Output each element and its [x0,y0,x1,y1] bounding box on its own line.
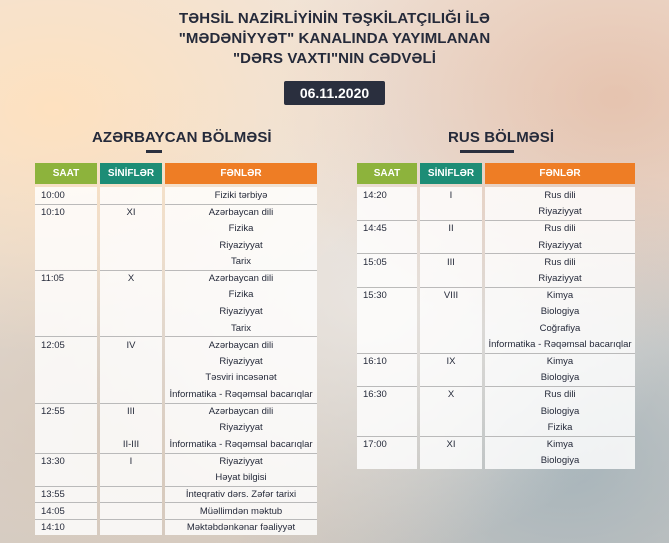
grade-cell: X [420,386,482,403]
table-row [357,436,635,453]
russian-section-title [448,129,554,146]
time-cell [35,370,97,387]
grade-cell [100,220,162,237]
time-cell: 12:05 [35,336,97,353]
table-row [35,336,317,353]
table-row [357,403,635,420]
table-row [357,253,635,270]
subject-cell: Tarix [165,253,317,270]
grade-cell: VIII [420,287,482,304]
table-row [35,353,317,370]
subject-cell: Təsviri incəsənət [165,370,317,387]
grade-cell [100,519,162,536]
time-cell: 15:30 [357,287,417,304]
time-cell: 17:00 [357,436,417,453]
subject-cell: İnformatika - Rəqəmsal bacarıqlar [485,336,635,353]
table-row [35,220,317,237]
time-cell: 10:10 [35,204,97,221]
grade-cell [100,303,162,320]
grade-cell: III [420,253,482,270]
grade-cell: X [100,270,162,287]
grade-cell [100,287,162,304]
grade-cell [100,237,162,254]
subject-cell: Riyaziyyat [165,303,317,320]
grade-cell [100,386,162,403]
grade-cell: II-III [100,436,162,453]
grade-cell [100,320,162,337]
subject-cell: Müəllimdən məktub [165,502,317,519]
grade-cell: XI [420,436,482,453]
time-cell [357,453,417,470]
az-header-grade: SİNİFLƏR [100,163,162,187]
time-cell [35,287,97,304]
grade-cell [420,237,482,254]
subject-cell: Biologiya [485,453,635,470]
az-header-subjects: FƏNLƏR [165,163,317,187]
azerbaijani-schedule-table [32,163,320,535]
time-cell [35,253,97,270]
time-cell [357,204,417,221]
table-row [357,353,635,370]
subject-cell: Rus dili [485,187,635,204]
table-row [35,519,317,536]
subject-cell: Riyaziyyat [165,353,317,370]
grade-cell [420,204,482,221]
grade-cell [420,403,482,420]
subject-cell: Həyat bilgisi [165,469,317,486]
table-row [357,386,635,403]
russian-schedule-table [354,163,638,469]
table-row [357,336,635,353]
table-row [35,486,317,503]
time-cell: 14:20 [357,187,417,204]
table-row [35,204,317,221]
grade-cell: III [100,403,162,420]
grade-cell [100,370,162,387]
time-cell [35,419,97,436]
time-cell [357,419,417,436]
title-line-3: "DƏRS VAXTI"NIN CƏDVƏLİ [232,50,437,67]
time-cell [35,386,97,403]
time-cell [357,270,417,287]
grade-cell [100,187,162,204]
subject-cell: Fizika [485,419,635,436]
time-cell: 16:30 [357,386,417,403]
subject-cell: İnformatika - Rəqəmsal bacarıqlar [165,436,317,453]
subject-cell: Kimya [485,287,635,304]
grade-cell [100,502,162,519]
subject-cell: Coğrafiya [485,320,635,337]
az-header-time: SAAT [35,163,97,187]
subject-cell: Biologiya [485,370,635,387]
subject-cell: Rus dili [485,386,635,403]
table-row [357,237,635,254]
subject-cell: Riyaziyyat [485,270,635,287]
subject-cell: Azərbaycan dili [165,270,317,287]
subject-cell: Məktəbdənkənar fəaliyyət [165,519,317,536]
table-row [35,303,317,320]
table-row [35,453,317,470]
time-cell: 12:55 [35,403,97,420]
grade-cell: I [420,187,482,204]
azerbaijani-title-underline [146,150,162,153]
grade-cell: IV [100,336,162,353]
subject-cell: Riyaziyyat [165,419,317,436]
grade-cell [100,419,162,436]
time-cell: 14:10 [35,519,97,536]
grade-cell: II [420,220,482,237]
subject-cell: Fizika [165,220,317,237]
grade-cell [100,469,162,486]
title-line-1: TƏHSİL NAZİRLİYİNİN TƏŞKİLATÇILIĞI İLƏ [179,10,490,27]
subject-cell: Riyaziyyat [165,237,317,254]
time-cell: 14:05 [35,502,97,519]
table-row [35,370,317,387]
subject-cell: İnformatika - Rəqəmsal bacarıqlar [165,386,317,403]
table-row [35,270,317,287]
table-row [35,436,317,453]
table-row [35,287,317,304]
grade-cell [100,253,162,270]
subject-cell: Tarix [165,320,317,337]
time-cell: 15:05 [357,253,417,270]
subject-cell: Riyaziyyat [485,204,635,221]
time-cell: 10:00 [35,187,97,204]
azerbaijani-rows [35,187,317,535]
table-row [35,419,317,436]
time-cell [35,353,97,370]
table-row [35,386,317,403]
time-cell [357,303,417,320]
subject-cell: Kimya [485,436,635,453]
subject-cell: Fizika [165,287,317,304]
time-cell [357,370,417,387]
grade-cell: I [100,453,162,470]
table-row [357,419,635,436]
subject-cell: Rus dili [485,220,635,237]
time-cell [357,320,417,337]
table-row [357,187,635,204]
date-badge: 06.11.2020 [284,81,385,105]
russian-rows [357,187,635,469]
grade-cell [100,353,162,370]
grade-cell: IX [420,353,482,370]
time-cell [35,303,97,320]
subject-cell: İnteqrativ dərs. Zəfər tarixi [165,486,317,503]
time-cell [35,469,97,486]
table-row [357,453,635,470]
table-row [35,237,317,254]
table-row [357,270,635,287]
subject-cell: Azərbaycan dili [165,204,317,221]
ru-header-subjects: FƏNLƏR [485,163,635,187]
subject-cell: Biologiya [485,303,635,320]
subject-cell: Azərbaycan dili [165,403,317,420]
subject-cell: Rus dili [485,253,635,270]
time-cell [35,237,97,254]
time-cell [35,320,97,337]
table-row [35,253,317,270]
table-row [357,303,635,320]
subject-cell: Kimya [485,353,635,370]
grade-cell [100,486,162,503]
grade-cell [420,336,482,353]
table-row [357,220,635,237]
ru-header-grade: SİNİFLƏR [420,163,482,187]
grade-cell [420,303,482,320]
time-cell: 11:05 [35,270,97,287]
azerbaijani-section-label: AZƏRBAYCAN BÖLMƏSİ [92,129,272,146]
russian-section-label: RUS BÖLMƏSİ [448,129,555,146]
time-cell: 13:30 [35,453,97,470]
page-title [0,9,669,69]
time-cell: 16:10 [357,353,417,370]
time-cell [357,237,417,254]
table-row [35,320,317,337]
table-row [357,320,635,337]
subject-cell: Azərbaycan dili [165,336,317,353]
russian-title-underline [460,150,514,153]
title-line-2: "MƏDƏNİYYƏT" KANALINDA YAYIMLANAN [178,30,491,47]
table-row [35,469,317,486]
grade-cell [420,320,482,337]
grade-cell: XI [100,204,162,221]
grade-cell [420,370,482,387]
azerbaijani-section-title [92,129,272,146]
time-cell [357,336,417,353]
table-row [35,187,317,204]
time-cell [35,436,97,453]
grade-cell [420,419,482,436]
table-row [35,403,317,420]
ru-header-time: SAAT [357,163,417,187]
grade-cell [420,453,482,470]
subject-cell: Fiziki tərbiyə [165,187,317,204]
time-cell: 13:55 [35,486,97,503]
table-row [357,370,635,387]
table-row [357,204,635,221]
time-cell [35,220,97,237]
time-cell: 14:45 [357,220,417,237]
subject-cell: Biologiya [485,403,635,420]
time-cell [357,403,417,420]
table-row [35,502,317,519]
table-row [357,287,635,304]
subject-cell: Riyaziyyat [165,453,317,470]
subject-cell: Riyaziyyat [485,237,635,254]
grade-cell [420,270,482,287]
